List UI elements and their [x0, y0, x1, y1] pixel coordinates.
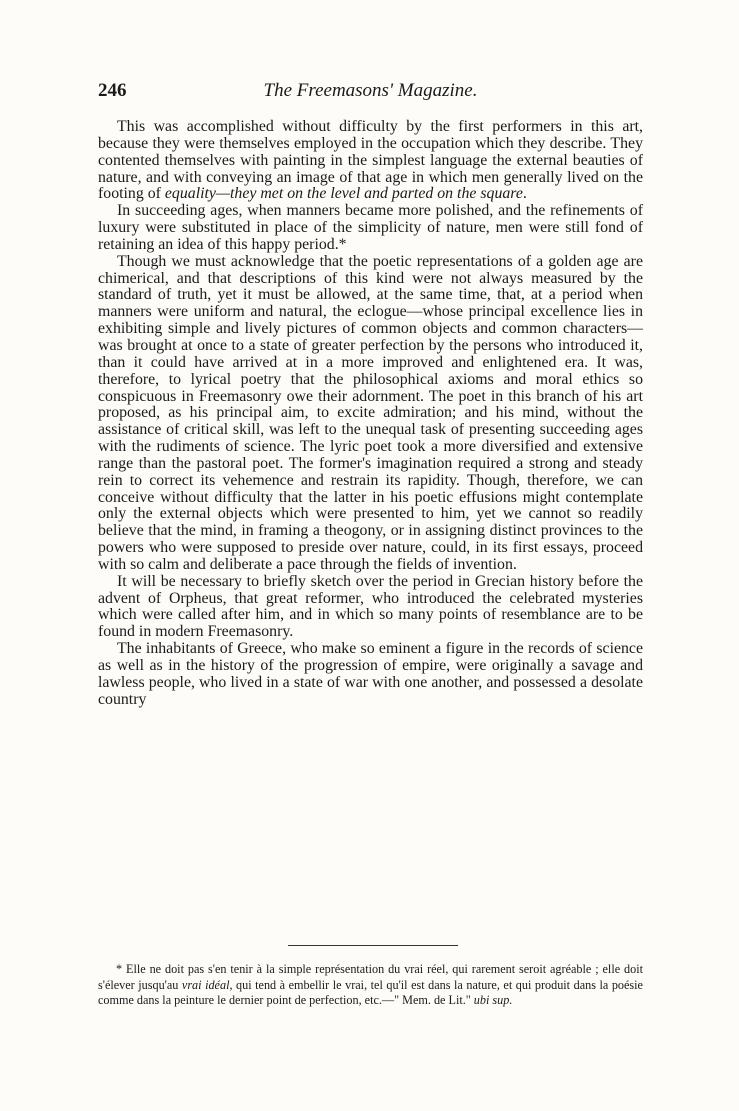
paragraph [98, 641, 643, 708]
paragraph [98, 254, 643, 574]
footnote-paragraph [98, 962, 643, 1009]
paragraph [98, 119, 643, 203]
footnote [98, 962, 643, 1009]
footnote-divider [288, 945, 458, 946]
paragraph-text: In succeeding ages, when manners became more polished, and the refinements of luxury were substituted in place of the simplicity of nature, men were still fond of retaining an idea of this happy period.* [98, 202, 643, 253]
paragraph-text: It will be necessary to briefly sketch over the period in Grecian history before the advent of Orpheus, that great reformer, who introduced the celebrated mysteries which were called after him, and in which so many points of resemblance are to be found in modern Freemasonry. [98, 572, 643, 641]
footnote-text: * Elle ne doit pas s'en tenir à la simple représentation du vrai réel, qui rarement seroit agréable ; elle doit s'élever jusqu'au [98, 962, 643, 992]
paragraph [98, 574, 643, 641]
article-body [98, 119, 643, 709]
paragraph [98, 203, 643, 254]
page-header [98, 80, 643, 104]
footnote-text-middle: qui tend à embellir le vrai, tel qu'il est dans la nature, et qui produit dans la poésie comme dans la peinture le dernier point de perfection, etc.—" Mem. de Lit." [98, 977, 643, 1008]
page-number: 246 [98, 80, 127, 101]
paragraph-text: This was accomplished without difficulty by the first performers in this art, because they were themselves employed in the occupation which they describe. They contented themselves with painting in the simplest language the external beauties of nature, and with conveying an image of that age in which men generally lived on the footing of [98, 118, 643, 203]
paragraph-italic-text: equality—they met on the level and parted on the square [164, 185, 523, 203]
paragraph-text-end: . [522, 185, 527, 203]
running-title: The Freemasons' Magazine. [263, 80, 478, 101]
footnote-citation: ubi sup. [473, 993, 513, 1008]
paragraph-text: Though we must acknowledge that the poetic representations of a golden age are chimerical, and that descriptions of this kind were not always measured by the standard of truth, yet it must be allowed, at the same time, that, at a period when manners were uniform and natural, the eclogue—whose principal excellence lies in exhibiting simple and lively pictures of common objects and common characters—was brought at once to a state of greater perfection by the persons who introduced it, than it could have arrived at in a more improved and enlightened era. It was, therefore, to lyrical poetry that the philosophical axioms and moral ethics so conspicuous in Freemasonry owe their adornment. The poet in this branch of his art proposed, as his principal aim, to excite admiration; and his mind, without the assistance of critical skill, was left to the unequal task of presenting succeeding ages with the rudiments of science. The lyric poet took a more diversified and extensive range than the pastoral poet. The former's imagination required a strong and steady rein to correct its vehemence and restrain its rapidity. Though, therefore, we can conceive without difficulty that the latter in his poetic effusions might contemplate only the external objects which were presented to him, yet we cannot so readily believe that the mind, in framing a theogony, or in assigning distinct provinces to the powers who were supposed to preside over nature, could, in its first essays, proceed with so calm and deliberate a pace through the fields of invention. [98, 252, 643, 573]
footnote-italic-text: vrai idéal, [181, 977, 233, 992]
paragraph-text: The inhabitants of Greece, who make so eminent a figure in the records of science as well as in the history of the progression of empire, were originally a savage and lawless people, who lived in a state of war with one another, and possessed a desolate country [98, 640, 643, 708]
